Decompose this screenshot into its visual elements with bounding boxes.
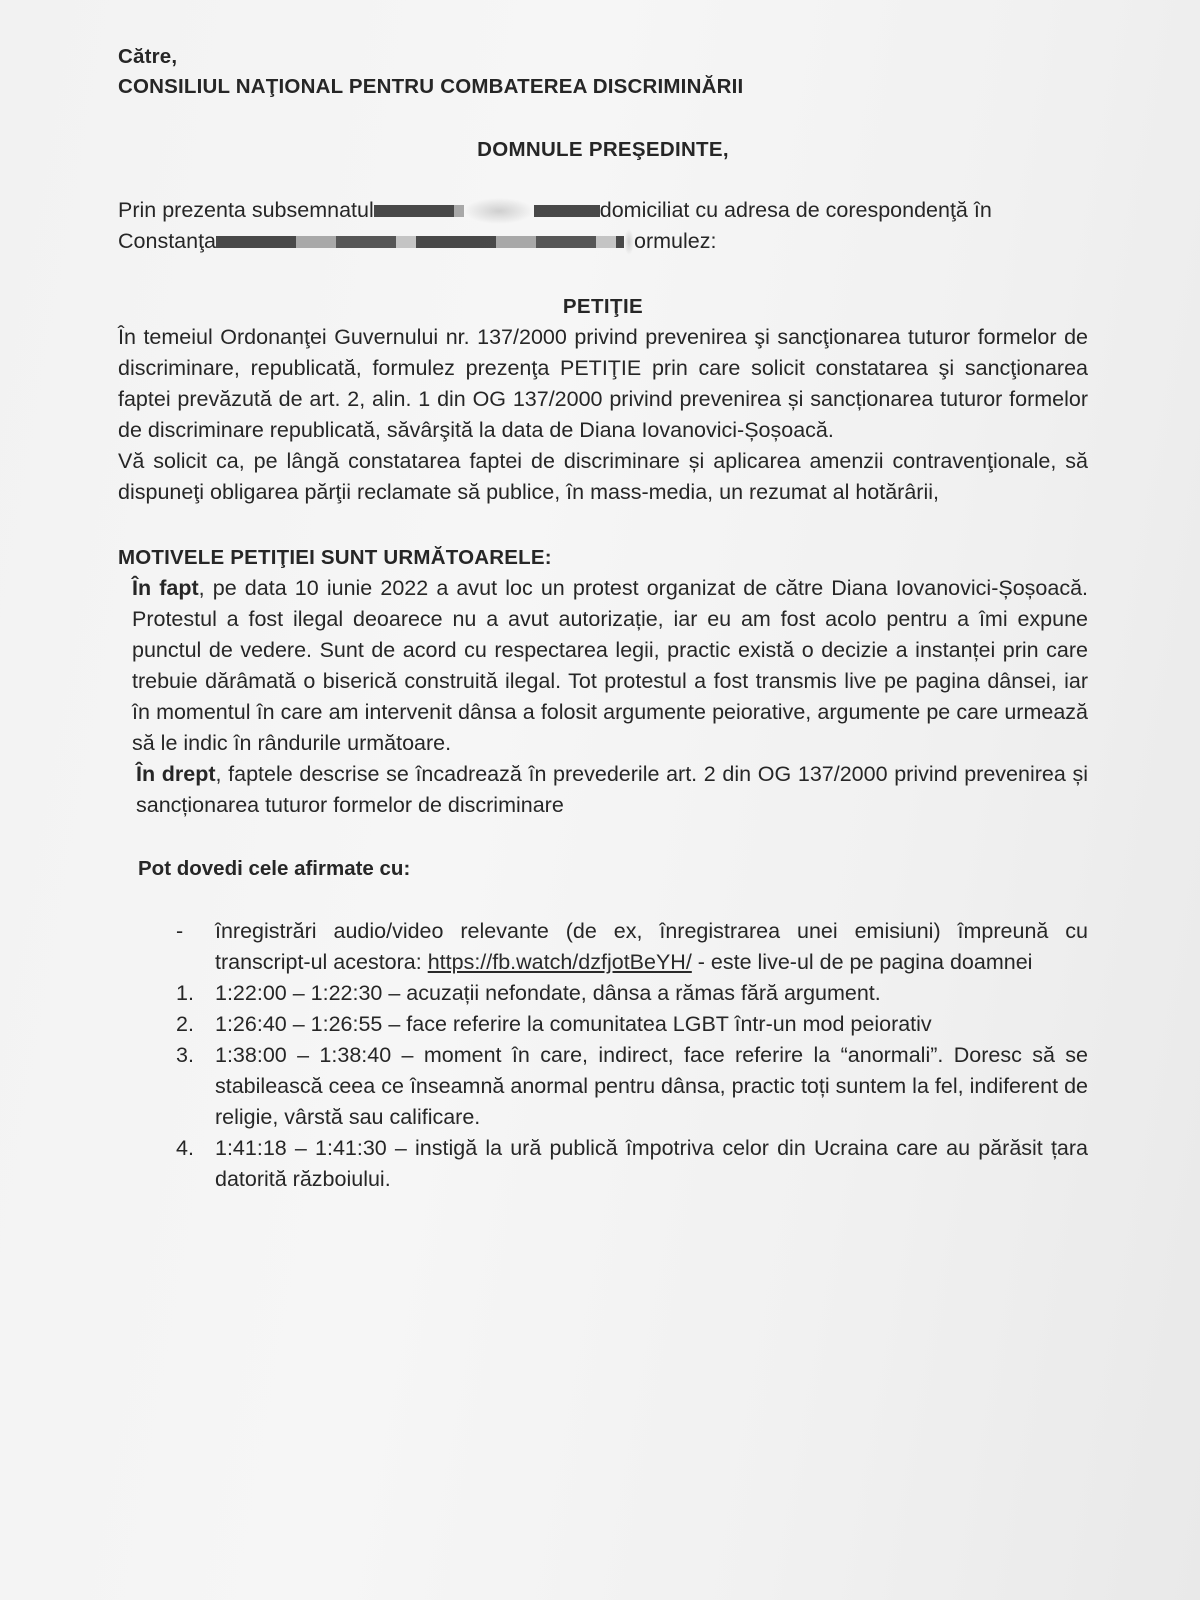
paragraph-law xyxy=(118,759,1088,821)
list-marker: 1. xyxy=(176,981,194,1005)
blurred-region xyxy=(464,198,534,224)
redacted-name xyxy=(374,205,464,217)
list-item-text: 1:22:00 – 1:22:30 – acuzații nefondate, dânsa a rămas fără argument. xyxy=(215,981,881,1005)
list-item-text: 1:38:00 – 1:38:40 – moment în care, indirect, face referire la “anormali”. Doresc să se stabilească ceea ce înseamnă anormal pentru dânsa, practic toți suntem la fel, indiferent de religie, vârstă sau calificare. xyxy=(215,1043,1088,1129)
list-item xyxy=(118,1009,1088,1040)
recipient-name: CONSILIUL NAŢIONAL PENTRU COMBATEREA DISCRIMINĂRII xyxy=(118,75,744,98)
list-marker: 4. xyxy=(176,1136,194,1160)
paragraph-legal-basis: În temeiul Ordonanţei Guvernului nr. 137/2000 privind prevenirea şi sancţionarea tuturor formelor de discriminare, republicată, formulez prezenţa PETIŢIE prin care solicit constatarea şi sancţionarea faptei prevăzută de art. 2, alin. 1 din OG 137/2000 privind prevenirea și sancționarea tuturor formelor de discriminare republicată, săvârşită la data de Diana Iovanovici-Șoșoacă. xyxy=(118,325,1088,442)
facts-label: În fapt xyxy=(132,576,199,600)
intro-line1-start: Prin prezenta subsemnatul xyxy=(118,198,374,222)
video-link[interactable]: https://fb.watch/dzfjotBeYH/ xyxy=(427,950,692,974)
list-item-text: 1:26:40 – 1:26:55 – face referire la comunitatea LGBT într-un mod peiorativ xyxy=(215,1012,932,1036)
redacted-name-2 xyxy=(534,205,600,217)
recipient-prefix: Către, xyxy=(118,45,178,68)
list-item xyxy=(118,1040,1088,1133)
salutation: DOMNULE PREŞEDINTE, xyxy=(477,138,729,161)
list-item xyxy=(118,916,1088,978)
intro-line2-start: Constanţa xyxy=(118,229,217,253)
list-item xyxy=(118,1133,1088,1195)
list-item-text: 1:41:18 – 1:41:30 – instigă la ură publică împotriva celor din Ucraina care au părăsit țara datorită războiului. xyxy=(215,1136,1088,1191)
list-marker: 2. xyxy=(176,1012,194,1036)
redacted-address xyxy=(216,236,624,248)
list-item xyxy=(118,978,1088,1009)
paragraph-request: Vă solicit ca, pe lângă constatarea faptei de discriminare și aplicarea amenzii contravenţionale, să dispuneţi obligarea părţii reclamate să publice, în mass-media, un rezumat al hotărârii, xyxy=(118,449,1088,504)
proof-heading: Pot dovedi cele afirmate cu: xyxy=(138,857,411,880)
document-title: PETIŢIE xyxy=(562,295,644,318)
intro-line1-end: domiciliat cu adresa de corespondenţă în xyxy=(599,198,992,222)
law-text: , faptele descrise se încadrează în prevederile art. 2 din OG 137/2000 privind prevenirea și sancționarea tuturor formelor de discriminare xyxy=(136,762,1088,817)
law-label: În drept xyxy=(136,762,216,786)
list-marker: - xyxy=(176,919,184,943)
facts-text: , pe data 10 iunie 2022 a avut loc un protest organizat de către Diana Iovanovici-Șoșoacă. Protestul a fost ilegal deoarece nu a avut autorizație, iar eu am fost acolo pentru a îmi expune punctul de vedere. Sunt de acord cu respectarea legii, practic există o decizie a instanței prin care trebuie dărâmată o biserică construită ilegal. Tot protestul a fost transmis live pe pagina dânsei, iar în momentul în care am intervenit dânsa a folosit argumente peiorative, argumente pe care urmează să le indic în rândurile următoare. xyxy=(132,576,1088,755)
intro-line2-end: ormulez: xyxy=(634,229,717,253)
list-marker: 3. xyxy=(176,1043,194,1067)
motives-heading: MOTIVELE PETIŢIEI SUNT URMĂTOARELE: xyxy=(118,546,552,569)
proof-list xyxy=(118,916,1088,1195)
blurred-address xyxy=(624,229,634,255)
paragraph-facts xyxy=(118,573,1088,759)
dash-item-text-after: - este live-ul de pe pagina doamnei xyxy=(691,950,1033,974)
dash-item-text: înregistrări audio/video relevante (de ex, înregistrarea unei emisiuni) împreună cu transcript-ul acestora: xyxy=(215,919,1088,974)
intro-paragraph xyxy=(118,195,1088,257)
